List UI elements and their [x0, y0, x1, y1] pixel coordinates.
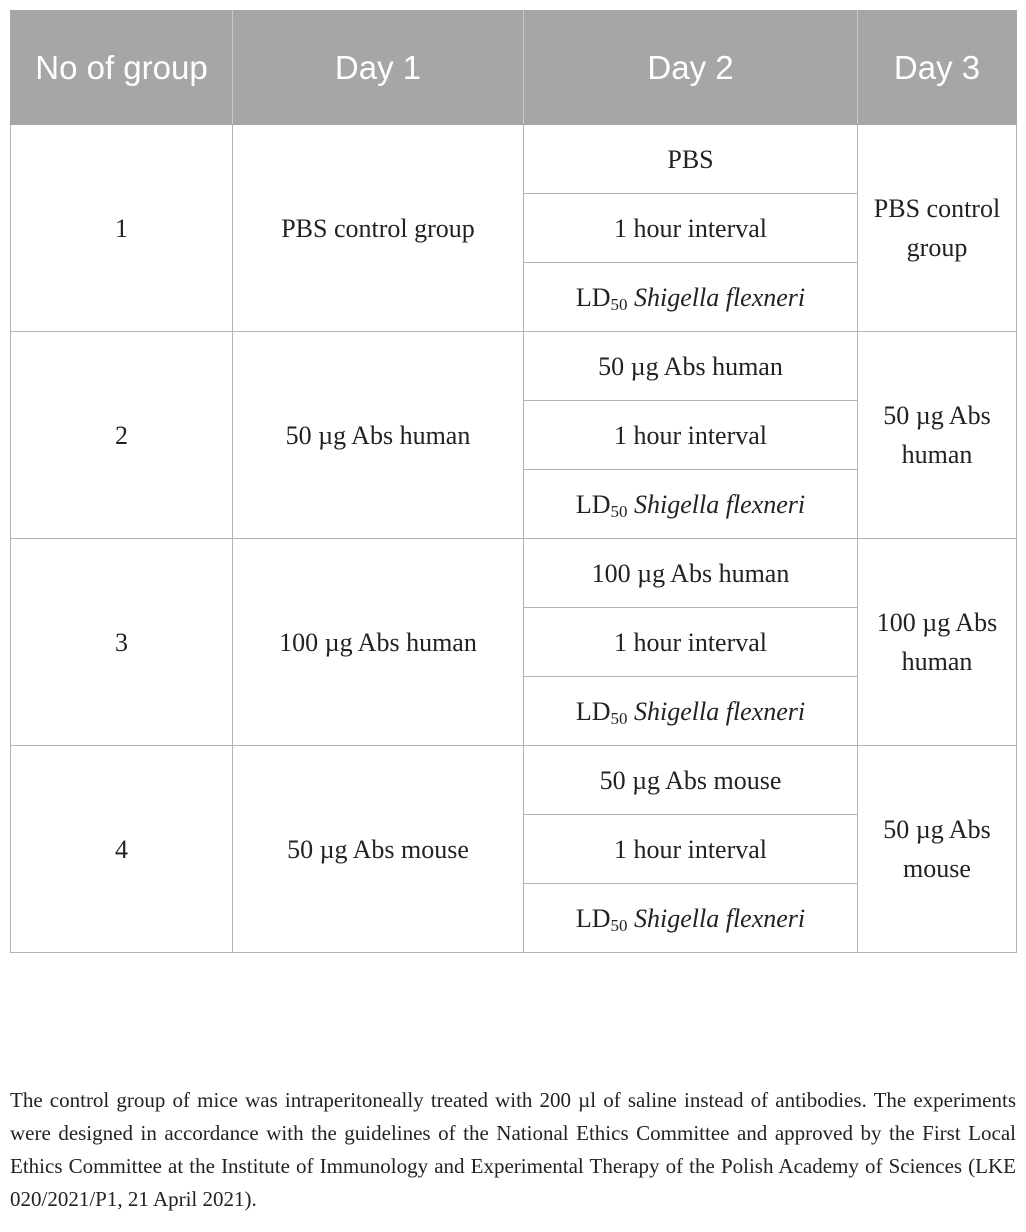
header-no-of-group: No of group: [11, 11, 233, 125]
ld-subscript: 50: [610, 294, 628, 314]
day1-cell: 100 µg Abs human: [233, 539, 524, 746]
day3-cell: 50 µg Abs mouse: [858, 746, 1017, 953]
day2-interval-cell: 1 hour interval: [524, 608, 858, 677]
group-number-cell: 4: [11, 746, 233, 953]
ld-label: LD: [575, 489, 611, 519]
table-footnote: The control group of mice was intraperitoneally treated with 200 µl of saline instead of antibodies. The experiments were designed in accordance with the guidelines of the National Ethics Committee and approved by the First Local Ethics Committee at the Institute of Immunology and Experimental Therapy of the Polish Academy of Sciences (LKE 020/2021/P1, 21 April 2021).: [10, 1088, 1016, 1211]
species-name: Shigella flexneri: [634, 489, 806, 519]
day2-interval-cell: 1 hour interval: [524, 194, 858, 263]
header-day-2: Day 2: [524, 11, 858, 125]
ld-subscript: 50: [610, 501, 628, 521]
table-row: [11, 332, 1017, 401]
day1-cell: 50 µg Abs human: [233, 332, 524, 539]
table-row: [11, 125, 1017, 194]
group-number-cell: 1: [11, 125, 233, 332]
ld-label: LD: [575, 696, 611, 726]
group-number-cell: 2: [11, 332, 233, 539]
day2-challenge-cell: [524, 677, 858, 746]
ld-subscript: 50: [610, 708, 628, 728]
day2-interval-cell: 1 hour interval: [524, 815, 858, 884]
day2-challenge-cell: [524, 263, 858, 332]
day2-interval-cell: 1 hour interval: [524, 401, 858, 470]
species-name: Shigella flexneri: [634, 696, 806, 726]
day2-treatment-cell: 100 µg Abs human: [524, 539, 858, 608]
day2-treatment-cell: 50 µg Abs mouse: [524, 746, 858, 815]
day2-challenge-cell: [524, 884, 858, 953]
table-row: [11, 746, 1017, 815]
day2-treatment-cell: 50 µg Abs human: [524, 332, 858, 401]
day2-treatment-cell: PBS: [524, 125, 858, 194]
ld-label: LD: [575, 282, 611, 312]
day3-cell: PBS control group: [858, 125, 1017, 332]
day1-cell: 50 µg Abs mouse: [233, 746, 524, 953]
day3-cell: 50 µg Abs human: [858, 332, 1017, 539]
day1-cell: PBS control group: [233, 125, 524, 332]
table-container: [10, 10, 1016, 953]
species-name: Shigella flexneri: [634, 903, 806, 933]
species-name: Shigella flexneri: [634, 282, 806, 312]
table-header-row: [11, 11, 1017, 125]
group-number-cell: 3: [11, 539, 233, 746]
experiment-table: [10, 10, 1017, 953]
ld-subscript: 50: [610, 915, 628, 935]
ld-label: LD: [575, 903, 611, 933]
day2-challenge-cell: [524, 470, 858, 539]
day3-cell: 100 µg Abs human: [858, 539, 1017, 746]
header-day-3: Day 3: [858, 11, 1017, 125]
header-day-1: Day 1: [233, 11, 524, 125]
table-row: [11, 539, 1017, 608]
